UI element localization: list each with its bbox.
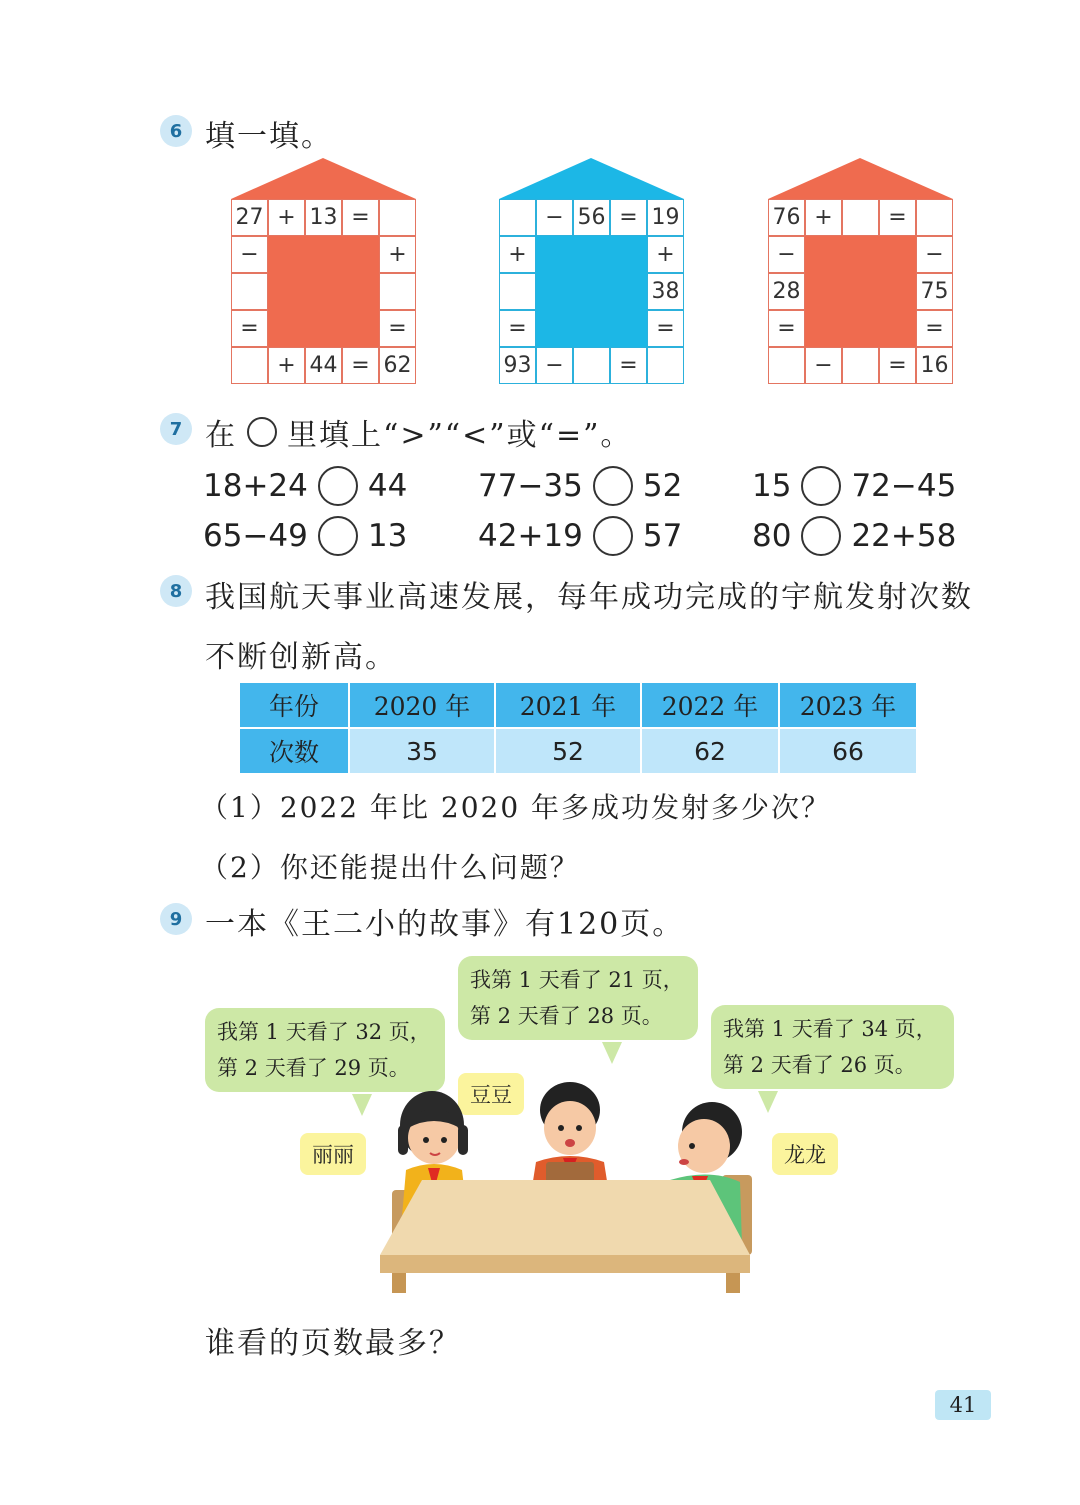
bubble-line: 第 2 天看了 28 页。 xyxy=(470,1004,663,1028)
compare-left: 65−49 xyxy=(203,518,308,554)
puzzle-cell[interactable] xyxy=(647,347,684,384)
puzzle-cell: + xyxy=(268,199,305,236)
compare-circle-blank[interactable] xyxy=(593,466,633,506)
compare-right: 22+58 xyxy=(851,518,957,554)
compare-right: 13 xyxy=(367,518,408,554)
puzzle-cell: = xyxy=(610,199,647,236)
speech-bubble-longlong xyxy=(711,1005,954,1089)
bubble-line: 第 2 天看了 26 页。 xyxy=(723,1053,916,1077)
puzzle-cell[interactable] xyxy=(379,273,416,310)
compare-circle-blank[interactable] xyxy=(801,466,841,506)
question-8-sub2: （2）你还能提出什么问题？ xyxy=(200,851,580,884)
puzzle-cell: = xyxy=(879,347,916,384)
compare-expression xyxy=(752,466,956,506)
page-number: 41 xyxy=(935,1390,991,1420)
compare-left: 42+19 xyxy=(478,518,583,554)
puzzle-cell[interactable] xyxy=(499,199,536,236)
bubble-line: 我第 1 天看了 21 页， xyxy=(470,968,684,992)
puzzle-cell[interactable] xyxy=(231,347,268,384)
puzzle-cell: = xyxy=(231,310,268,347)
puzzle-cell[interactable] xyxy=(573,347,610,384)
puzzle-cell[interactable] xyxy=(916,199,953,236)
compare-left: 77−35 xyxy=(478,468,583,504)
table-header-count: 次数 xyxy=(239,728,349,774)
question-7-badge: 7 xyxy=(160,413,192,445)
puzzle-cell: = xyxy=(499,310,536,347)
table-cell-year: 2023 年 xyxy=(779,682,917,728)
house-puzzle xyxy=(231,158,416,384)
name-tag-doudou: 豆豆 xyxy=(458,1073,524,1115)
puzzle-cell: 38 xyxy=(647,273,684,310)
compare-right: 44 xyxy=(367,468,408,504)
table-cell-year: 2022 年 xyxy=(641,682,779,728)
puzzle-cell: − xyxy=(536,199,573,236)
puzzle-cell: − xyxy=(231,236,268,273)
compare-expression xyxy=(203,466,407,506)
compare-expression xyxy=(478,516,682,556)
compare-expression xyxy=(203,516,407,556)
bubble-line: 我第 1 天看了 34 页， xyxy=(723,1017,937,1041)
house-roof xyxy=(499,158,684,200)
bubble-line: 我第 1 天看了 32 页， xyxy=(217,1020,431,1044)
table-row xyxy=(239,728,917,774)
puzzle-cell: + xyxy=(805,199,842,236)
puzzle-cell: = xyxy=(379,310,416,347)
question-8-badge: 8 xyxy=(160,575,192,607)
compare-circle-blank[interactable] xyxy=(801,516,841,556)
compare-expression xyxy=(752,516,956,556)
puzzle-cell: = xyxy=(610,347,647,384)
puzzle-cell: 44 xyxy=(305,347,342,384)
puzzle-cell: 75 xyxy=(916,273,953,310)
table-cell-count: 52 xyxy=(495,728,641,774)
question-8-line1: 我国航天事业高速发展，每年成功完成的宇航发射次数 xyxy=(205,580,973,615)
compare-left: 18+24 xyxy=(203,468,308,504)
table-cell-count: 66 xyxy=(779,728,917,774)
puzzle-cell: 62 xyxy=(379,347,416,384)
puzzle-cell[interactable] xyxy=(842,199,879,236)
puzzle-cell: − xyxy=(768,236,805,273)
puzzle-cell: + xyxy=(268,347,305,384)
puzzle-cell: 27 xyxy=(231,199,268,236)
launch-table xyxy=(238,681,918,775)
puzzle-cell: − xyxy=(916,236,953,273)
puzzle-cell: = xyxy=(342,199,379,236)
table-cell-year: 2021 年 xyxy=(495,682,641,728)
puzzle-cell[interactable] xyxy=(768,347,805,384)
bubble-tail xyxy=(352,1094,372,1116)
compare-right: 57 xyxy=(642,518,683,554)
compare-left: 15 xyxy=(752,468,792,504)
puzzle-cell[interactable] xyxy=(379,199,416,236)
question-7-text xyxy=(205,410,632,454)
table-header-year: 年份 xyxy=(239,682,349,728)
compare-expression xyxy=(478,466,682,506)
puzzle-cell: 16 xyxy=(916,347,953,384)
puzzle-cell: = xyxy=(768,310,805,347)
question-7-text-a: 在 xyxy=(205,418,237,453)
puzzle-cell[interactable] xyxy=(842,347,879,384)
puzzle-cell: 93 xyxy=(499,347,536,384)
question-7-text-b: 里填上“>”“<”或“=”。 xyxy=(287,418,633,453)
house-center-block xyxy=(536,236,647,347)
puzzle-cell: − xyxy=(805,347,842,384)
compare-circle-blank[interactable] xyxy=(593,516,633,556)
question-9-ask: 谁看的页数最多？ xyxy=(205,1326,461,1361)
puzzle-cell: = xyxy=(342,347,379,384)
puzzle-cell: 13 xyxy=(305,199,342,236)
house-roof xyxy=(231,158,416,200)
table-cell-count: 35 xyxy=(349,728,495,774)
puzzle-cell: + xyxy=(647,236,684,273)
puzzle-cell: 19 xyxy=(647,199,684,236)
question-6-text: 填一填。 xyxy=(205,119,333,154)
compare-circle-blank[interactable] xyxy=(318,516,358,556)
question-8-sub1: （1）2022 年比 2020 年多成功发射多少次？ xyxy=(200,791,832,824)
bubble-line: 第 2 天看了 29 页。 xyxy=(217,1056,410,1080)
compare-circle-blank[interactable] xyxy=(318,466,358,506)
table-row xyxy=(239,682,917,728)
puzzle-cell: 56 xyxy=(573,199,610,236)
table-cell-year: 2020 年 xyxy=(349,682,495,728)
puzzle-cell: 28 xyxy=(768,273,805,310)
puzzle-cell: = xyxy=(916,310,953,347)
puzzle-cell: + xyxy=(379,236,416,273)
bubble-tail xyxy=(602,1042,622,1064)
question-8-line2: 不断创新高。 xyxy=(205,640,397,675)
house-center-block xyxy=(268,236,379,347)
puzzle-cell: = xyxy=(647,310,684,347)
house-puzzle xyxy=(768,158,953,384)
circle-icon xyxy=(247,417,277,447)
house-roof xyxy=(768,158,953,200)
table-cell-count: 62 xyxy=(641,728,779,774)
children-reading-illustration xyxy=(370,1080,770,1295)
compare-right: 72−45 xyxy=(851,468,957,504)
question-9-text: 一本《王二小的故事》有120页。 xyxy=(205,907,685,942)
puzzle-cell: + xyxy=(499,236,536,273)
question-9-badge: 9 xyxy=(160,903,192,935)
name-tag-longlong: 龙龙 xyxy=(772,1133,838,1175)
house-center-block xyxy=(805,236,916,347)
question-6-badge: 6 xyxy=(160,115,192,147)
compare-left: 80 xyxy=(752,518,792,554)
puzzle-cell: − xyxy=(536,347,573,384)
compare-right: 52 xyxy=(642,468,683,504)
name-tag-lili: 丽丽 xyxy=(300,1133,366,1175)
puzzle-cell: = xyxy=(879,199,916,236)
puzzle-cell[interactable] xyxy=(231,273,268,310)
puzzle-cell: 76 xyxy=(768,199,805,236)
puzzle-cell[interactable] xyxy=(499,273,536,310)
house-puzzle xyxy=(499,158,684,384)
speech-bubble-doudou xyxy=(458,956,698,1040)
